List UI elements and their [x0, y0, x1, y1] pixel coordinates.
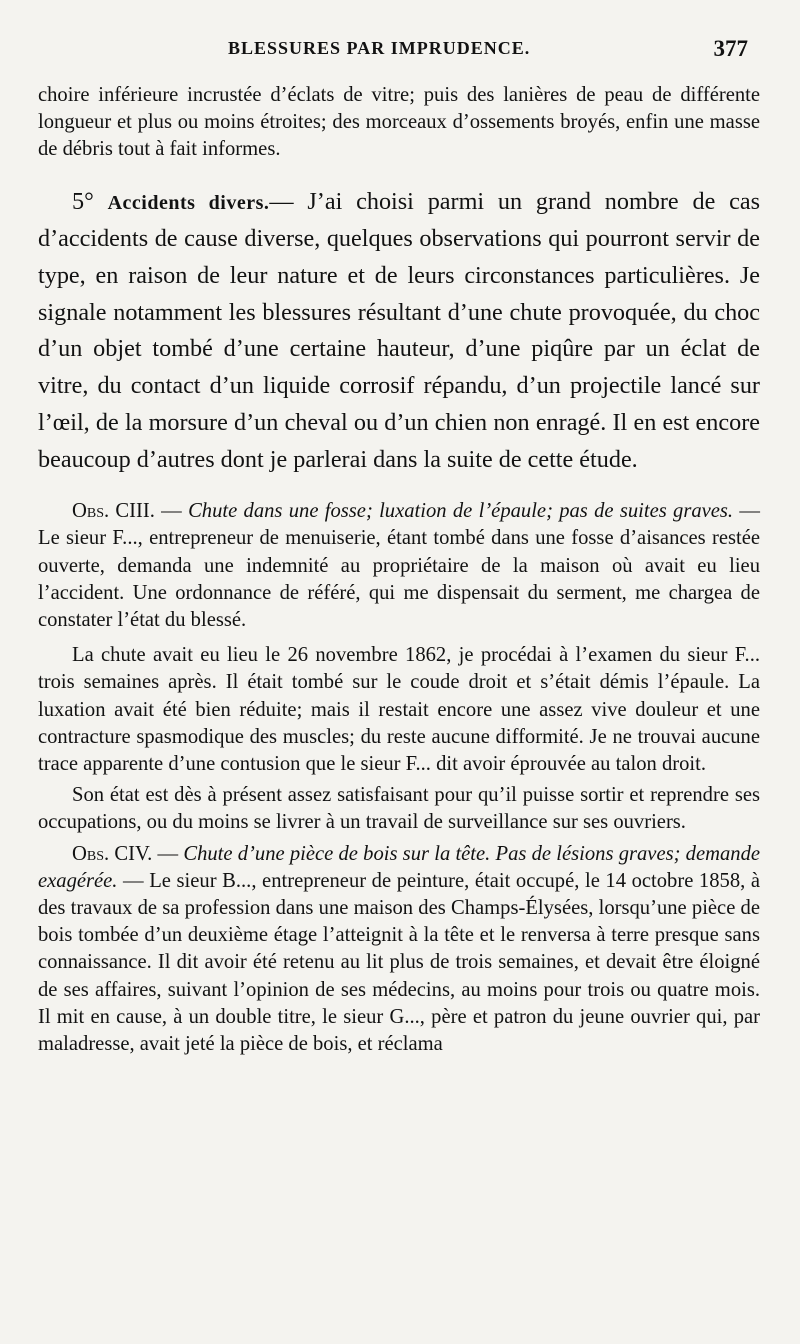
observation-ciii-paragraph-2: La chute avait eu lieu le 26 novembre 1862, je procédai à l’examen du sieur F... trois semaines après. Il était tombé sur le coude droit et s’était démis l’épaule. La luxation avait été bien réduite; mais il restait encore une assez vive douleur et une contracture spasmodique des muscles; du reste aucune difformité. Je ne trouvai aucune trace apparente d’une contusion que le sieur F... dit avoir éprouvée au talon droit.: [38, 644, 760, 776]
observation-text: — Le sieur F..., entrepreneur de menuiserie, étant tombé dans une fosse d’aisances restée ouverte, demanda une indemnité au propriétaire de la maison où avait eu lieu l’accident. Une ordonnance de référé, qui me dispensait du serment, me chargea de constater l’état du blessé.: [38, 500, 760, 632]
observation-title: Chute dans une fosse; luxation de l’épaule; pas de suites graves.: [188, 500, 734, 523]
observation-title: Chute d’une pièce de bois sur la tête. Pas de lésions graves; demande exagérée.: [38, 842, 761, 892]
section-text: — J’ai choisi parmi un grand nombre de cas d’accidents de cause diverse, quelques observations qui pourront servir de type, en raison de leur nature et de leurs circonstances particulières. Je signale notamment les blessures résultant d’une chute provoquée, du choc d’un objet tombé d’une certaine hauteur, d’une piqûre par un éclat de vitre, du contact d’un liquide corrosif répandu, d’un projectile lancé sur l’œil, de la morsure d’un cheval ou d’un chien non enragé. Il en est encore beaucoup d’autres dont je parlerai dans la suite de cette étude.: [38, 187, 760, 473]
section-title: Accidents divers.: [107, 191, 270, 214]
observation-civ: [38, 841, 760, 1059]
intro-paragraph: choire inférieure incrustée d’éclats de vitre; puis des lanières de peau de différente longueur et plus ou moins étroites; des morceaux d’ossements broyés, enfin une masse de débris tout à fait informes.: [38, 84, 760, 161]
page-header: [38, 36, 748, 66]
section-accidents-divers: [38, 184, 760, 479]
observation-text: — Le sieur B..., entrepreneur de peinture, était occupé, le 14 octobre 1858, à des travaux de sa profession dans une maison des Champs-Élysées, lorsqu’une pièce de bois tombée d’un deuxième étage l’atteignit à la tête et le renversa à terre presque sans connaissance. Il dit avoir été retenu au lit plus de trois semaines, et devait être éloigné de ses affaires, suivant l’opinion de ses médecins, au moins pour trois ou quatre mois. Il mit en cause, à un double titre, le sieur G..., père et patron du jeune ouvrier qui, par maladresse, avait jeté la pièce de bois, et réclama: [38, 869, 760, 1056]
observation-label: Obs. CIII.: [72, 500, 155, 523]
observation-dash: —: [154, 500, 189, 523]
page-number: 377: [713, 36, 748, 61]
section-number: 5°: [72, 187, 94, 215]
page-body: [38, 82, 760, 1058]
observation-ciii: [38, 498, 760, 634]
observation-label: Obs. CIV.: [72, 842, 153, 865]
observation-ciii-paragraph-3: Son état est dès à présent assez satisfaisant pour qu’il puisse sortir et reprendre ses occupations, ou du moins se livrer à un travail de surveillance sur ses ouvriers.: [38, 784, 760, 834]
running-title: BLESSURES PAR IMPRUDENCE.: [228, 38, 531, 58]
observation-dash: —: [152, 842, 184, 865]
